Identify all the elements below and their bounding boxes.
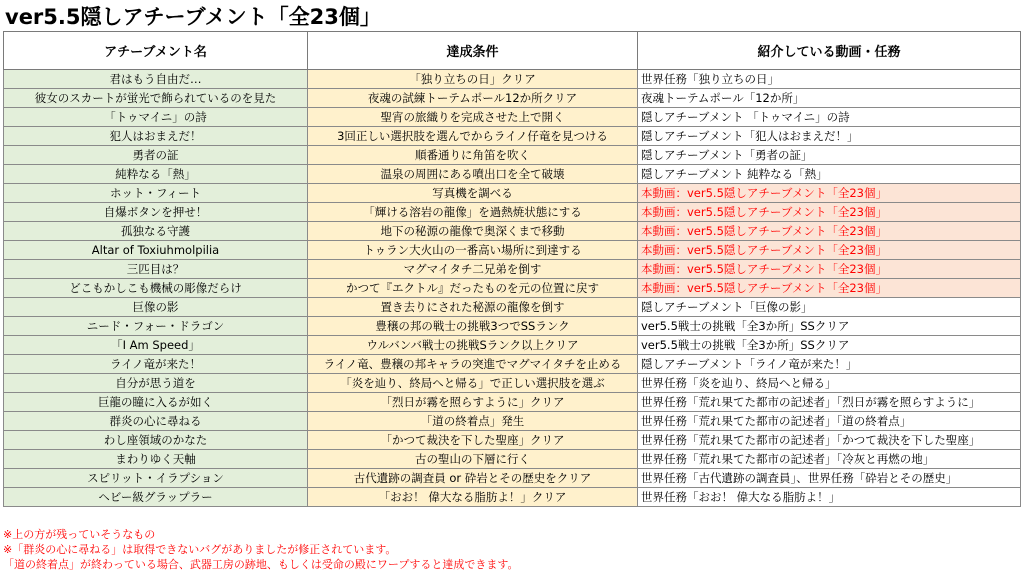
table-row (4, 241, 1021, 260)
achievement-name-cell: 犯人はおまえだ！ (4, 127, 308, 146)
achievement-name-cell: 巨像の影 (4, 298, 308, 317)
note-line: ※「群炎の心に尋ねる」は取得できないバグがありましたが修正されています。 (3, 543, 397, 556)
condition-cell: 古の聖山の下層に行く (308, 450, 638, 469)
table-row (4, 260, 1021, 279)
source-cell: 本動画：ver5.5隠しアチーブメント「全23個」 (638, 279, 1021, 298)
achievement-name-cell: 純粋なる「熱」 (4, 165, 308, 184)
table-row (4, 89, 1021, 108)
achievement-name-cell: 孤独なる守護 (4, 222, 308, 241)
achievement-name-cell: 群炎の心に尋ねる (4, 412, 308, 431)
source-cell: 隠しアチーブメント「巨像の影」 (638, 298, 1021, 317)
table-row (4, 279, 1021, 298)
table-row (4, 298, 1021, 317)
table-header-row (4, 32, 1021, 70)
table-row (4, 412, 1021, 431)
achievement-name-cell: Altar of Toxiuhmolpilia (4, 241, 308, 260)
condition-cell: 「かつて裁決を下した聖座」クリア (308, 431, 638, 450)
achievement-name-cell: 君はもう自由だ… (4, 70, 308, 89)
achievement-name-cell: 勇者の証 (4, 146, 308, 165)
table-row (4, 184, 1021, 203)
source-cell: ver5.5戦士の挑戦「全3か所」SSクリア (638, 336, 1021, 355)
condition-cell: 「輝ける溶岩の龍像」を過熱焼状態にする (308, 203, 638, 222)
source-cell: 本動画：ver5.5隠しアチーブメント「全23個」 (638, 222, 1021, 241)
achievement-name-cell: 「トゥマイニ」の詩 (4, 108, 308, 127)
condition-cell: 「道の終着点」発生 (308, 412, 638, 431)
condition-cell: 置き去りにされた秘源の龍像を倒す (308, 298, 638, 317)
source-cell: 隠しアチーブメント「勇者の証」 (638, 146, 1021, 165)
source-cell: 世界任務「独り立ちの日」 (638, 70, 1021, 89)
note-line: ※上の方が残っていそうなもの (3, 528, 156, 541)
achievement-name-cell: どこもかしこも機械の彫像だらけ (4, 279, 308, 298)
achievement-name-cell: 彼女のスカートが蛍光で飾られているのを見た (4, 89, 308, 108)
achievement-name-cell: スピリット・イラプション (4, 469, 308, 488)
source-cell: 世界任務「炎を辿り、終局へと帰る」 (638, 374, 1021, 393)
source-cell: 隠しアチーブメント 「トゥマイニ」の詩 (638, 108, 1021, 127)
condition-cell: 地下の秘源の龍像で奥深くまで移動 (308, 222, 638, 241)
achievement-table (3, 31, 1021, 507)
table-row (4, 222, 1021, 241)
condition-cell: 豊穣の邦の戦士の挑戦3つでSSランク (308, 317, 638, 336)
source-cell: 本動画：ver5.5隠しアチーブメント「全23個」 (638, 203, 1021, 222)
achievement-name-cell: ニード・フォー・ドラゴン (4, 317, 308, 336)
source-cell: 隠しアチーブメント 純粋なる「熱」 (638, 165, 1021, 184)
source-cell: 世界任務「荒れ果てた都市の記述者」「烈日が霧を照らすように」 (638, 393, 1021, 412)
source-cell: 世界任務「荒れ果てた都市の記述者」「冷灰と再燃の地」 (638, 450, 1021, 469)
achievement-name-cell: ライノ竜が来た！ (4, 355, 308, 374)
table-row (4, 374, 1021, 393)
condition-cell: トゥラン大火山の一番高い場所に到達する (308, 241, 638, 260)
table-row (4, 355, 1021, 374)
condition-cell: 夜魂の試練トーテムポール12か所クリア (308, 89, 638, 108)
table-row (4, 450, 1021, 469)
condition-cell: 順番通りに角笛を吹く (308, 146, 638, 165)
page-title: ver5.5隠しアチーブメント「全23個」 (5, 5, 381, 29)
source-cell: 本動画：ver5.5隠しアチーブメント「全23個」 (638, 241, 1021, 260)
achievement-name-cell: 「I Am Speed」 (4, 336, 308, 355)
condition-cell: ライノ竜、豊穣の邦キャラの突進でマグマイタチを止める (308, 355, 638, 374)
table-row (4, 108, 1021, 127)
table-row (4, 393, 1021, 412)
achievement-name-cell: 自分が思う道を (4, 374, 308, 393)
table-row (4, 431, 1021, 450)
source-cell: 本動画：ver5.5隠しアチーブメント「全23個」 (638, 184, 1021, 203)
condition-cell: 聖宵の旅織りを完成させた上で開く (308, 108, 638, 127)
condition-cell: 古代遺跡の調査員 or 砕岩とその歴史をクリア (308, 469, 638, 488)
table-row (4, 127, 1021, 146)
source-cell: 世界任務「おお！ 偉大なる脂肪よ！」 (638, 488, 1021, 507)
table-row (4, 488, 1021, 507)
condition-cell: 「烈日が霧を照らすように」クリア (308, 393, 638, 412)
table-row (4, 317, 1021, 336)
source-cell: 夜魂トーテムポール「12か所」 (638, 89, 1021, 108)
table-row (4, 469, 1021, 488)
header-source: 紹介している動画・任務 (638, 32, 1021, 70)
condition-cell: マグマイタチ二兄弟を倒す (308, 260, 638, 279)
condition-cell: 「炎を辿り、終局へと帰る」で正しい選択肢を選ぶ (308, 374, 638, 393)
condition-cell: 3回正しい選択肢を選んでからライノ仔竜を見つける (308, 127, 638, 146)
condition-cell: かつて『エクトル』だったものを元の位置に戻す (308, 279, 638, 298)
header-condition: 達成条件 (308, 32, 638, 70)
note-line: 「道の終着点」が終わっている場合、武器工房の跡地、もしくは受命の殿にワープすると達成できます。 (3, 558, 519, 571)
condition-cell: 「おお！ 偉大なる脂肪よ！」クリア (308, 488, 638, 507)
achievement-name-cell: 三匹目は？ (4, 260, 308, 279)
notes (3, 527, 518, 572)
source-cell: 世界任務「古代遺跡の調査員」、世界任務「砕岩とその歴史」 (638, 469, 1021, 488)
source-cell: 世界任務「荒れ果てた都市の記述者」「道の終着点」 (638, 412, 1021, 431)
source-cell: 隠しアチーブメント「犯人はおまえだ！」 (638, 127, 1021, 146)
condition-cell: 写真機を調べる (308, 184, 638, 203)
source-cell: 本動画：ver5.5隠しアチーブメント「全23個」 (638, 260, 1021, 279)
achievement-name-cell: まわりゆく天軸 (4, 450, 308, 469)
condition-cell: 「独り立ちの日」クリア (308, 70, 638, 89)
table-row (4, 146, 1021, 165)
achievement-name-cell: 自爆ボタンを押せ！ (4, 203, 308, 222)
achievement-name-cell: わし座領域のかなた (4, 431, 308, 450)
achievement-name-cell: ホット・フィート (4, 184, 308, 203)
header-achievement-name: アチーブメント名 (4, 32, 308, 70)
table-row (4, 336, 1021, 355)
table-row (4, 70, 1021, 89)
condition-cell: 温泉の周囲にある噴出口を全て破壊 (308, 165, 638, 184)
source-cell: 隠しアチーブメント「ライノ竜が来た！」 (638, 355, 1021, 374)
condition-cell: ウルバンバ戦士の挑戦Sランク以上クリア (308, 336, 638, 355)
achievement-name-cell: ヘビー級グラップラー (4, 488, 308, 507)
table-row (4, 203, 1021, 222)
achievement-name-cell: 巨龍の瞳に入るが如く (4, 393, 308, 412)
source-cell: ver5.5戦士の挑戦「全3か所」SSクリア (638, 317, 1021, 336)
table-row (4, 165, 1021, 184)
source-cell: 世界任務「荒れ果てた都市の記述者」「かつて裁決を下した聖座」 (638, 431, 1021, 450)
